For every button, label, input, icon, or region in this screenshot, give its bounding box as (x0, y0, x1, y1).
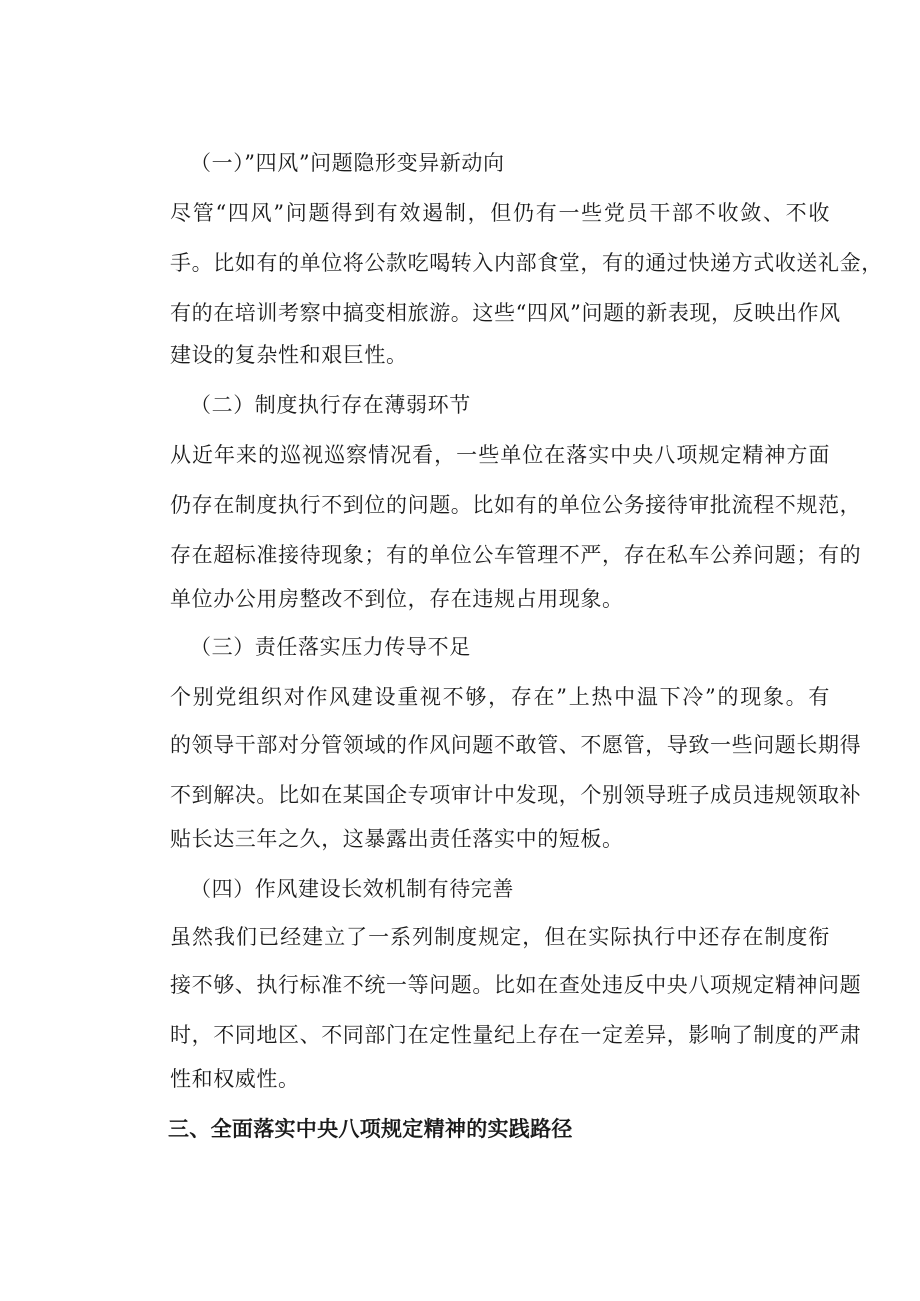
section-heading-4: （四）作风建设长效机制有待完善 (190, 877, 514, 901)
paragraph-line: 尽管“四风”问题得到有效遏制，但仍有一些党员干部不收敛、不收 (170, 201, 830, 225)
section-heading-1: （一）”四风”问题隐形变异新动向 (190, 151, 505, 175)
paragraph-line: 建设的复杂性和艰巨性。 (170, 343, 408, 367)
paragraph-line: 仍存在制度执行不到位的问题。比如有的单位公务接待审批流程不规范， (170, 493, 862, 517)
paragraph-line: 的领导干部对分管领域的作风问题不敢管、不愿管，导致一些问题长期得 (170, 733, 862, 757)
section-heading-2: （二）制度执行存在薄弱环节 (190, 393, 471, 417)
paragraph-line: 有的在培训考察中搞变相旅游。这些“四风”问题的新表现，反映出作风 (170, 301, 841, 325)
paragraph-line: 性和权威性。 (170, 1067, 300, 1091)
paragraph-line: 不到解决。比如在某国企专项审计中发现，个别领导班子成员违规领取补 (170, 783, 862, 807)
paragraph-line: 接不够、执行标准不统一等问题。比如在查处违反中央八项规定精神问题 (170, 973, 862, 997)
paragraph-line: 单位办公用房整改不到位，存在违规占用现象。 (170, 587, 624, 611)
paragraph-line: 虽然我们已经建立了一系列制度规定，但在实际执行中还存在制度衔 (170, 925, 830, 949)
chapter-heading: 三、全面落实中央八项规定精神的实践路径 (168, 1117, 573, 1141)
paragraph-line: 从近年来的巡视巡察情况看，一些单位在落实中央八项规定精神方面 (170, 443, 830, 467)
section-heading-3: （三）责任落实压力传导不足 (190, 635, 471, 659)
paragraph-line: 时，不同地区、不同部门在定性量纪上存在一定差异，影响了制度的严肃 (170, 1023, 862, 1047)
paragraph-line: 个别党组织对作风建设重视不够，存在”上热中温下冷”的现象。有 (170, 685, 830, 709)
paragraph-line: 存在超标准接待现象；有的单位公车管理不严，存在私车公养问题；有的 (170, 543, 862, 567)
paragraph-line: 贴长达三年之久，这暴露出责任落实中的短板。 (170, 827, 624, 851)
paragraph-line: 手。比如有的单位将公款吃喝转入内部食堂，有的通过快递方式收送礼金， (170, 251, 883, 275)
